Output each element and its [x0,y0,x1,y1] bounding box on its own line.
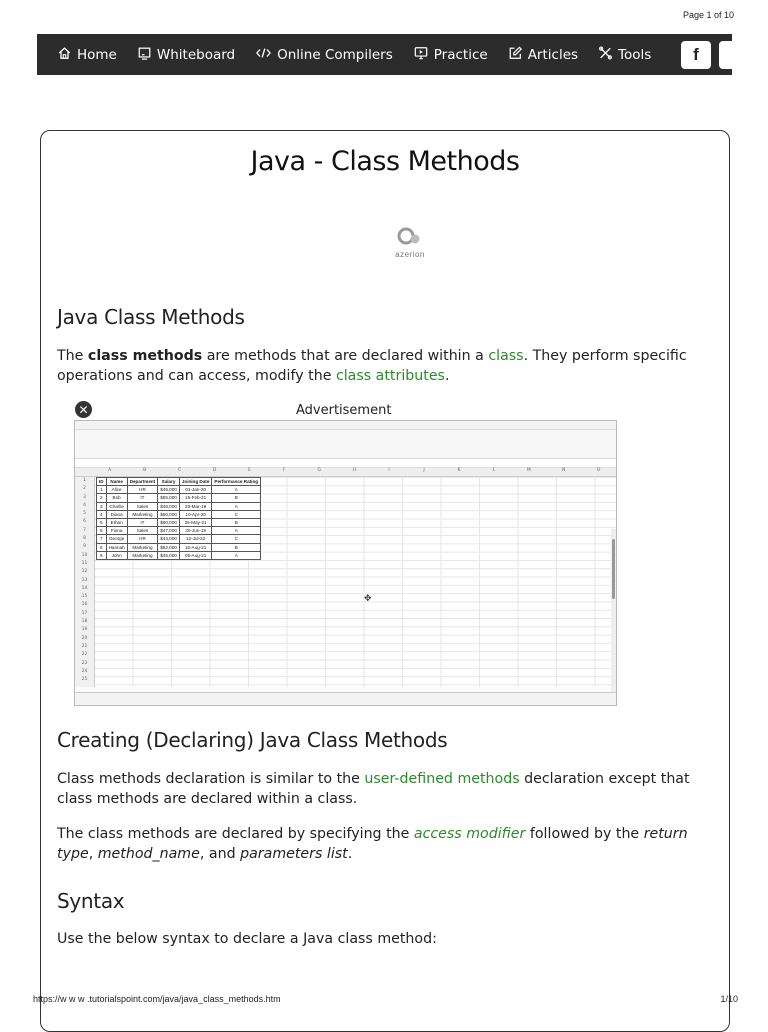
row-number[interactable]: 15 [81,594,88,600]
link-user-defined-methods[interactable]: user-defined methods [364,771,520,787]
nav-whiteboard[interactable] [137,46,235,64]
nav-home-label: Home [77,46,117,63]
row-number[interactable]: 8 [83,536,86,542]
table-cell[interactable]: Bob [106,494,127,502]
code-icon [255,46,277,64]
table-cell[interactable]: IT [127,494,158,502]
row-number[interactable]: 14 [81,585,88,591]
ad-video-frame[interactable] [74,420,617,706]
table-row [97,510,261,518]
text-the: The [57,348,88,364]
text-and: , and [199,846,241,862]
table-cell[interactable]: HR [127,486,158,494]
home-icon [57,46,77,64]
table-cell[interactable]: A [212,527,261,535]
nav-online-compilers[interactable] [255,46,393,64]
spreadsheet-row-numbers [75,477,95,687]
column-header[interactable]: M [526,468,531,473]
text-p1-end: declaration except that class methods are declared within a class. [57,771,690,807]
intro-paragraph [57,346,717,386]
table-cell[interactable]: 6 [97,527,107,535]
table-cell[interactable]: 30-Jun-19 [179,527,212,535]
table-cell[interactable]: 4 [97,510,107,518]
table-cell[interactable]: $50,000 [158,510,180,518]
text-p2-end: . [347,846,353,862]
column-header[interactable]: E [247,468,251,473]
column-header[interactable]: K [457,468,461,473]
spreadsheet-ribbon [75,430,616,459]
row-number[interactable]: 25 [81,677,88,683]
social-icon-partial[interactable] [719,41,732,69]
row-number[interactable]: 21 [81,643,88,649]
column-header[interactable]: I [388,468,390,473]
table-cell[interactable]: Fiona [106,527,127,535]
creating-paragraph-1 [57,769,717,809]
table-cell[interactable]: Diana [106,510,127,518]
table-cell[interactable]: 01-Jan-20 [179,486,212,494]
ad-label: Advertisement [296,403,392,418]
row-number[interactable]: 17 [81,610,88,616]
spreadsheet-table [96,477,261,560]
table-cell[interactable]: $45,000 [158,486,180,494]
table-cell[interactable]: $47,000 [158,527,180,535]
row-number[interactable]: 18 [81,619,88,625]
table-row [97,518,261,526]
table-cell[interactable]: Marketing [127,551,158,559]
table-cell[interactable]: Sales [127,502,158,510]
table-cell[interactable]: 25-May-21 [179,518,212,526]
table-cell[interactable]: HR [127,535,158,543]
cursor-icon: ✥ [364,594,372,604]
page-title: Java - Class Methods [250,146,520,177]
text-p2-mid: followed by the [525,826,644,842]
table-header-cell[interactable]: ID [97,478,107,486]
column-header-corner [75,468,92,476]
table-cell[interactable]: 8 [97,543,107,551]
row-number[interactable]: 5 [83,511,86,517]
row-number[interactable]: 22 [81,652,88,658]
footer-url: https://w w w .tutorialspoint.com/java/java_class_methods.htm [33,994,281,1004]
row-number[interactable]: 10 [81,552,88,558]
text-after: . They perform specific operations and can access, modify the [57,348,687,384]
nav-online-compilers-label: Online Compilers [277,46,393,63]
tools-icon [598,46,618,64]
row-number[interactable]: 13 [81,577,88,583]
italic-method-name: method_name [97,846,200,862]
table-cell[interactable]: B [212,518,261,526]
row-number[interactable]: 12 [81,569,88,575]
text-end: . [444,368,450,384]
table-cell[interactable]: $52,000 [158,543,180,551]
table-row [97,486,261,494]
table-header-cell[interactable]: Salary [158,478,180,486]
table-header-cell[interactable]: Name [106,478,127,486]
table-row [97,527,261,535]
text-comma: , [88,846,98,862]
table-cell[interactable]: 12-Jul-22 [179,535,212,543]
table-cell[interactable]: George [106,535,127,543]
table-cell[interactable]: IT [127,518,158,526]
table-cell[interactable]: 2 [97,494,107,502]
row-number[interactable]: 20 [81,635,88,641]
whiteboard-icon [137,46,157,64]
spreadsheet-titlebar [75,421,616,430]
table-cell[interactable]: Alice [106,486,127,494]
row-number[interactable]: 9 [83,544,86,550]
table-cell[interactable]: $55,000 [158,494,180,502]
table-cell[interactable]: $45,000 [158,551,180,559]
spreadsheet-column-headers [75,468,616,477]
column-header[interactable]: H [352,468,356,473]
creating-paragraph-2 [57,824,717,864]
azerion-logo-icon [395,226,425,246]
table-cell[interactable]: Charlie [106,502,127,510]
table-cell[interactable]: A [212,551,261,559]
table-cell[interactable]: 16-Aug-21 [179,543,212,551]
table-row [97,543,261,551]
table-cell[interactable]: 5 [97,518,107,526]
nav-tools[interactable] [598,46,651,64]
nav-whiteboard-label: Whiteboard [156,46,236,63]
column-header[interactable]: G [317,468,321,473]
column-header[interactable]: A [108,468,112,473]
section-heading-creating: Creating (Declaring) Java Class Methods [57,728,448,752]
column-header[interactable]: N [561,468,566,473]
table-cell[interactable]: Sales [127,527,158,535]
table-cell[interactable]: Marketing [127,510,158,518]
section-heading-syntax: Syntax [57,889,125,913]
column-header[interactable]: O [596,468,601,473]
row-number[interactable]: 2 [83,486,86,492]
table-cell[interactable]: 9 [97,551,107,559]
italic-return-type: return type [57,826,688,862]
text-p1-start: Class methods declaration is similar to the [57,771,365,787]
table-cell[interactable]: 20-Mar-19 [179,502,212,510]
page-counter: Page 1 of 10 [682,10,734,20]
table-header-cell[interactable]: Department [127,478,158,486]
spreadsheet-formula-bar [75,459,616,468]
logo-text: azerion [395,250,425,259]
practice-icon [413,46,434,64]
table-header-cell[interactable]: Performance Rating [212,478,261,486]
table-cell[interactable]: B [212,543,261,551]
section-heading-java-class-methods: Java Class Methods [57,305,245,329]
nav-home[interactable] [57,46,117,64]
table-cell[interactable]: 15-Feb-21 [179,494,212,502]
table-cell[interactable]: 1 [97,486,107,494]
table-cell[interactable]: 7 [97,535,107,543]
nav-practice-label: Practice [433,46,488,63]
table-header-cell[interactable]: Joining Date [179,478,212,486]
spreadsheet-scrollbar [611,529,616,706]
column-header[interactable]: L [492,468,496,473]
table-cell[interactable]: John [106,551,127,559]
nav-articles[interactable] [508,46,578,64]
top-navbar [37,34,732,75]
link-access-modifier[interactable]: access modifier [413,826,526,842]
italic-parameters-list: parameters list [240,846,348,862]
row-number[interactable]: 16 [81,602,88,608]
table-cell[interactable]: $44,000 [158,535,180,543]
row-number[interactable]: 7 [83,527,86,533]
table-cell[interactable]: $48,000 [158,502,180,510]
column-header[interactable]: B [143,468,147,473]
table-cell[interactable]: Marketing [127,543,158,551]
ad-close-icon[interactable]: ✕ [75,401,92,418]
row-number[interactable]: 11 [81,560,88,566]
table-row [97,535,261,543]
footer-page-number: 1/10 [720,994,738,1004]
table-cell[interactable]: Hannah [106,543,127,551]
column-header[interactable]: D [212,468,217,473]
facebook-icon[interactable]: f [681,41,711,69]
spreadsheet-sheet-tabs [75,692,616,705]
bold-class-methods: class methods [87,348,203,364]
table-cell[interactable]: B [212,494,261,502]
edit-icon [508,46,528,64]
text-mid: are methods that are declared within a [202,348,489,364]
row-number[interactable]: 6 [83,519,86,525]
column-header[interactable]: F [283,468,286,473]
text-p2-start: The class methods are declared by specifying the [57,826,414,842]
table-row [97,494,261,502]
link-class-attributes[interactable]: class attributes [335,368,445,384]
row-number[interactable]: 23 [81,660,88,666]
table-cell[interactable]: 05-Aug-21 [179,551,212,559]
azerion-logo [388,226,432,259]
table-cell[interactable]: Ethan [106,518,127,526]
nav-practice[interactable] [413,46,488,64]
table-cell[interactable]: C [212,535,261,543]
row-number[interactable]: 1 [83,478,86,483]
link-class[interactable]: class [488,348,524,364]
row-number[interactable]: 4 [83,502,86,508]
spreadsheet-grid [75,477,616,687]
table-cell[interactable]: 3 [97,502,107,510]
row-number[interactable]: 3 [83,494,86,500]
row-number[interactable]: 19 [81,627,88,633]
table-header-row [97,478,261,486]
table-cell[interactable]: A [212,502,261,510]
column-header[interactable]: C [177,468,182,473]
nav-articles-label: Articles [527,46,579,63]
table-cell[interactable]: A [212,486,261,494]
table-cell[interactable]: 10-Apr-20 [179,510,212,518]
table-row [97,502,261,510]
nav-tools-label: Tools [618,46,652,63]
column-header[interactable]: J [423,468,425,473]
table-row [97,551,261,559]
row-number[interactable]: 24 [81,668,88,674]
table-cell[interactable]: $60,000 [158,518,180,526]
table-cell[interactable]: C [212,510,261,518]
syntax-paragraph: Use the below syntax to declare a Java class method: [57,931,437,947]
